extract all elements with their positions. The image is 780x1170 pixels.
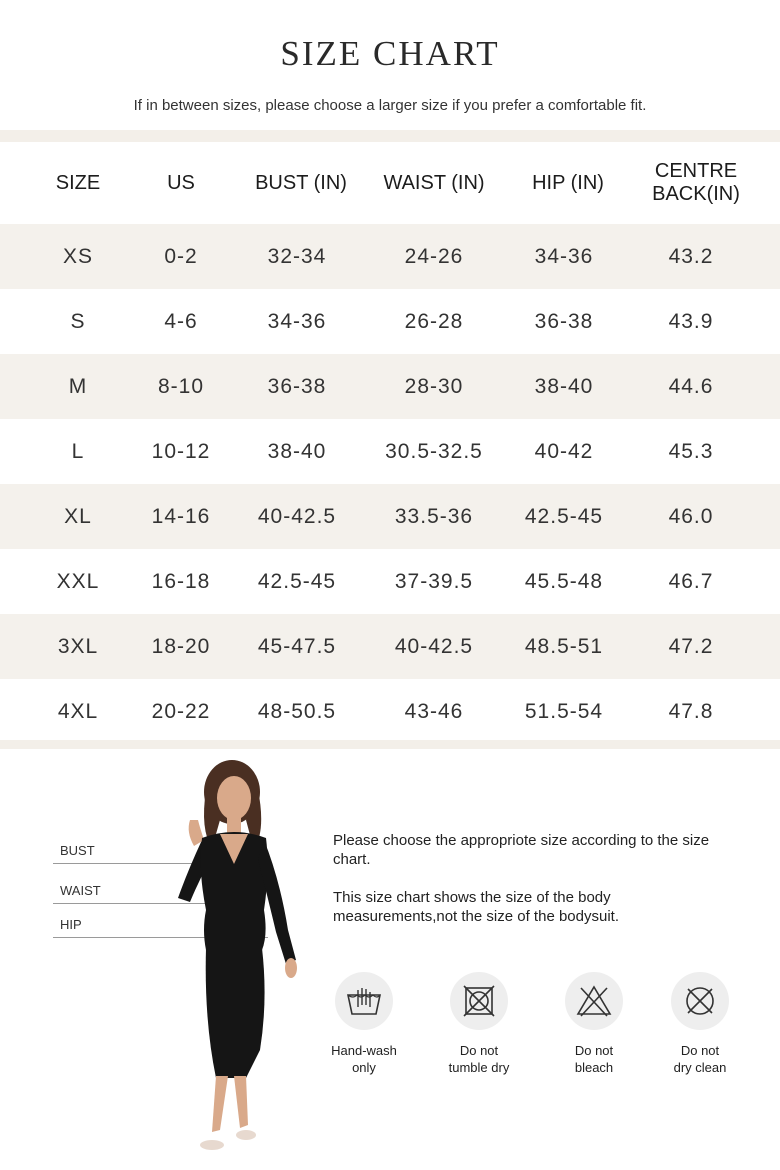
table-row (0, 354, 780, 419)
cell-hip: 40-42 (534, 439, 594, 463)
care-label-no-dry-clean: Do not dry clean (673, 1043, 727, 1075)
cell-centre-back: 47.8 (668, 699, 714, 723)
cell-waist: 37-39.5 (394, 569, 474, 593)
cell-bust: 34-36 (267, 309, 327, 333)
cell-us: 0-2 (164, 244, 198, 268)
cell-bust: 36-38 (267, 374, 327, 398)
cell-bust: 40-42.5 (257, 504, 337, 528)
waist-label: WAIST (60, 883, 101, 898)
table-row (0, 614, 780, 679)
cell-bust: 45-47.5 (257, 634, 337, 658)
care-label-hand-wash: Hand-wash only (331, 1043, 397, 1075)
hip-label: HIP (60, 917, 82, 932)
care-item-no-dry-clean (645, 972, 755, 1076)
header-size: SIZE (55, 171, 101, 194)
cell-size: XXL (56, 569, 100, 593)
table-row (0, 289, 780, 354)
cell-size: L (71, 439, 85, 463)
cell-us: 14-16 (151, 504, 211, 528)
table-row (0, 224, 780, 289)
bust-label: BUST (60, 843, 95, 858)
cell-us: 20-22 (151, 699, 211, 723)
header-centre-line2: BACK(IN) (652, 183, 740, 205)
no-dry-clean-icon (671, 972, 729, 1030)
cell-hip: 48.5-51 (524, 634, 604, 658)
cell-hip: 51.5-54 (524, 699, 604, 723)
size-advice-text: If in between sizes, please choose a larger size if you prefer a comfortable fit. (133, 97, 647, 114)
cell-centre-back: 43.2 (668, 244, 714, 268)
header-hip: HIP (IN) (532, 171, 604, 194)
cell-hip: 34-36 (534, 244, 594, 268)
model-figure-image (150, 760, 320, 1160)
bottom-divider-band (0, 740, 780, 749)
cell-size: S (70, 309, 86, 333)
cell-centre-back: 44.6 (668, 374, 714, 398)
table-row (0, 419, 780, 484)
care-label-no-bleach: Do not bleach (574, 1043, 614, 1075)
table-row (0, 549, 780, 614)
size-chart-table (0, 142, 780, 744)
cell-size: 3XL (57, 634, 99, 658)
cell-us: 18-20 (151, 634, 211, 658)
cell-hip: 42.5-45 (524, 504, 604, 528)
cell-centre-back: 47.2 (668, 634, 714, 658)
cell-us: 10-12 (151, 439, 211, 463)
cell-waist: 28-30 (404, 374, 464, 398)
cell-size: XS (62, 244, 94, 268)
cell-bust: 48-50.5 (257, 699, 337, 723)
cell-size: 4XL (57, 699, 99, 723)
care-item-hand-wash (309, 972, 419, 1076)
cell-us: 8-10 (157, 374, 205, 398)
cell-hip: 36-38 (534, 309, 594, 333)
size-guidance-text: Please choose the appropriote size according to the size chart. (333, 832, 710, 868)
cell-bust: 42.5-45 (257, 569, 337, 593)
header-centre-back (652, 160, 740, 206)
header-centre-line1: CENTRE (654, 160, 738, 182)
table-row (0, 484, 780, 549)
cell-centre-back: 45.3 (668, 439, 714, 463)
hand-wash-icon (335, 972, 393, 1030)
header-bust: BUST (IN) (255, 171, 347, 194)
cell-waist: 40-42.5 (394, 634, 474, 658)
cell-waist: 33.5-36 (394, 504, 474, 528)
no-tumble-dry-icon (450, 972, 508, 1030)
cell-bust: 32-34 (267, 244, 327, 268)
cell-centre-back: 46.0 (668, 504, 714, 528)
header-waist: WAIST (IN) (383, 171, 485, 194)
cell-hip: 45.5-48 (524, 569, 604, 593)
measurement-note-text: This size chart shows the size of the body measurements,not the size of the bodysuit. (333, 889, 619, 925)
cell-us: 4-6 (164, 309, 198, 333)
cell-hip: 38-40 (534, 374, 594, 398)
cell-centre-back: 46.7 (668, 569, 714, 593)
table-header-row (0, 142, 780, 224)
care-label-no-tumble-dry: Do not tumble dry (448, 1043, 510, 1075)
no-bleach-icon (565, 972, 623, 1030)
header-us: US (167, 171, 195, 194)
top-divider-band (0, 130, 780, 142)
table-body (0, 224, 780, 744)
cell-centre-back: 43.9 (668, 309, 714, 333)
cell-us: 16-18 (151, 569, 211, 593)
cell-size: XL (64, 504, 92, 528)
care-item-no-tumble-dry (424, 972, 534, 1076)
page-title: SIZE CHART (280, 34, 500, 73)
cell-waist: 43-46 (404, 699, 464, 723)
cell-size: M (68, 374, 88, 398)
table-row (0, 679, 780, 744)
cell-waist: 26-28 (404, 309, 464, 333)
cell-waist: 24-26 (404, 244, 464, 268)
care-item-no-bleach (539, 972, 649, 1076)
cell-bust: 38-40 (267, 439, 327, 463)
cell-waist: 30.5-32.5 (385, 439, 483, 463)
